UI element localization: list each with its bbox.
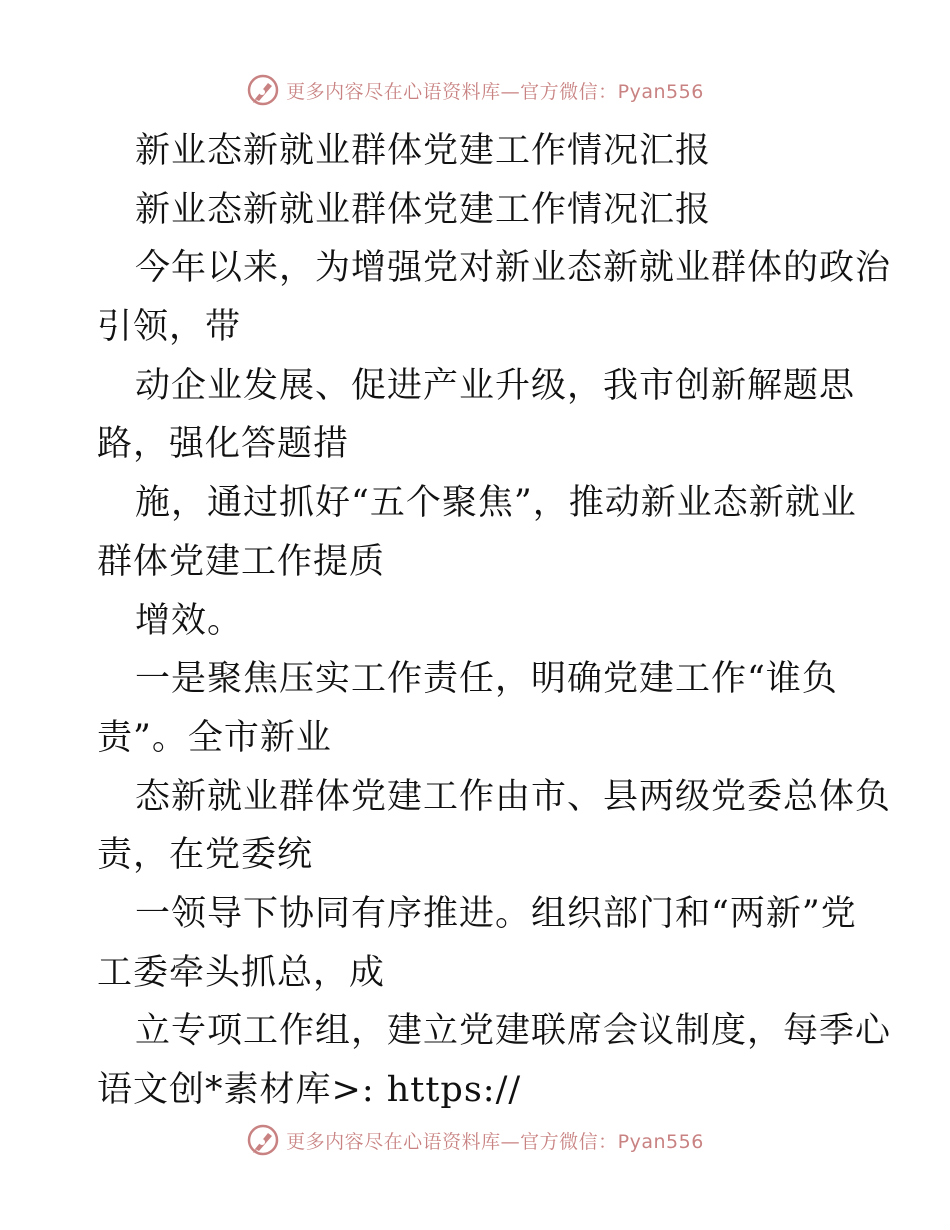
text-line: 新业态新就业群体党建工作情况汇报 bbox=[135, 189, 712, 230]
text-line: 增效。 bbox=[135, 600, 244, 641]
text-line: 立专项工作组，建立党建联席会议制度，每季心 bbox=[135, 1011, 892, 1052]
text-line: 责，在党委统 bbox=[97, 835, 314, 876]
watermark-latin: Pyan556 bbox=[617, 1130, 704, 1153]
text-line: 动企业发展、促进产业升级，我市创新解题思 bbox=[135, 365, 856, 406]
text-line: 语文创*素材库>: https:// bbox=[97, 1070, 522, 1110]
text-line: 今年以来，为增强党对新业态新就业群体的政治 bbox=[135, 248, 892, 289]
pen-logo-icon bbox=[246, 1123, 280, 1157]
watermark-text bbox=[286, 77, 704, 104]
text-line: 态新就业群体党建工作由市、县两级党委总体负 bbox=[135, 776, 892, 817]
watermark-cn: 更多内容尽在心语资料库—官方微信： bbox=[286, 1130, 618, 1153]
text-line: 责”。全市新业 bbox=[97, 717, 332, 758]
text-line: 群体党建工作提质 bbox=[97, 541, 386, 582]
text-line: 路，强化答题措 bbox=[97, 424, 350, 465]
watermark-header bbox=[0, 70, 950, 110]
text-line: 施，通过抓好“五个聚焦”，推动新业态新就业 bbox=[135, 483, 857, 524]
watermark-cn: 更多内容尽在心语资料库—官方微信： bbox=[286, 80, 618, 103]
text-line: 一领导下协同有序推进。组织部门和“两新”党 bbox=[135, 893, 857, 934]
text-line: 工委牵头抓总，成 bbox=[97, 952, 386, 993]
text-line: 新业态新就业群体党建工作情况汇报 bbox=[135, 131, 712, 171]
text-line: 一是聚焦压实工作责任，明确党建工作“谁负 bbox=[135, 659, 838, 700]
watermark-latin: Pyan556 bbox=[617, 80, 704, 103]
pen-logo-icon bbox=[246, 73, 280, 107]
document-body bbox=[97, 122, 892, 1120]
watermark-text bbox=[286, 1127, 704, 1154]
text-line: 引领，带 bbox=[97, 307, 242, 348]
watermark-footer bbox=[0, 1120, 950, 1160]
